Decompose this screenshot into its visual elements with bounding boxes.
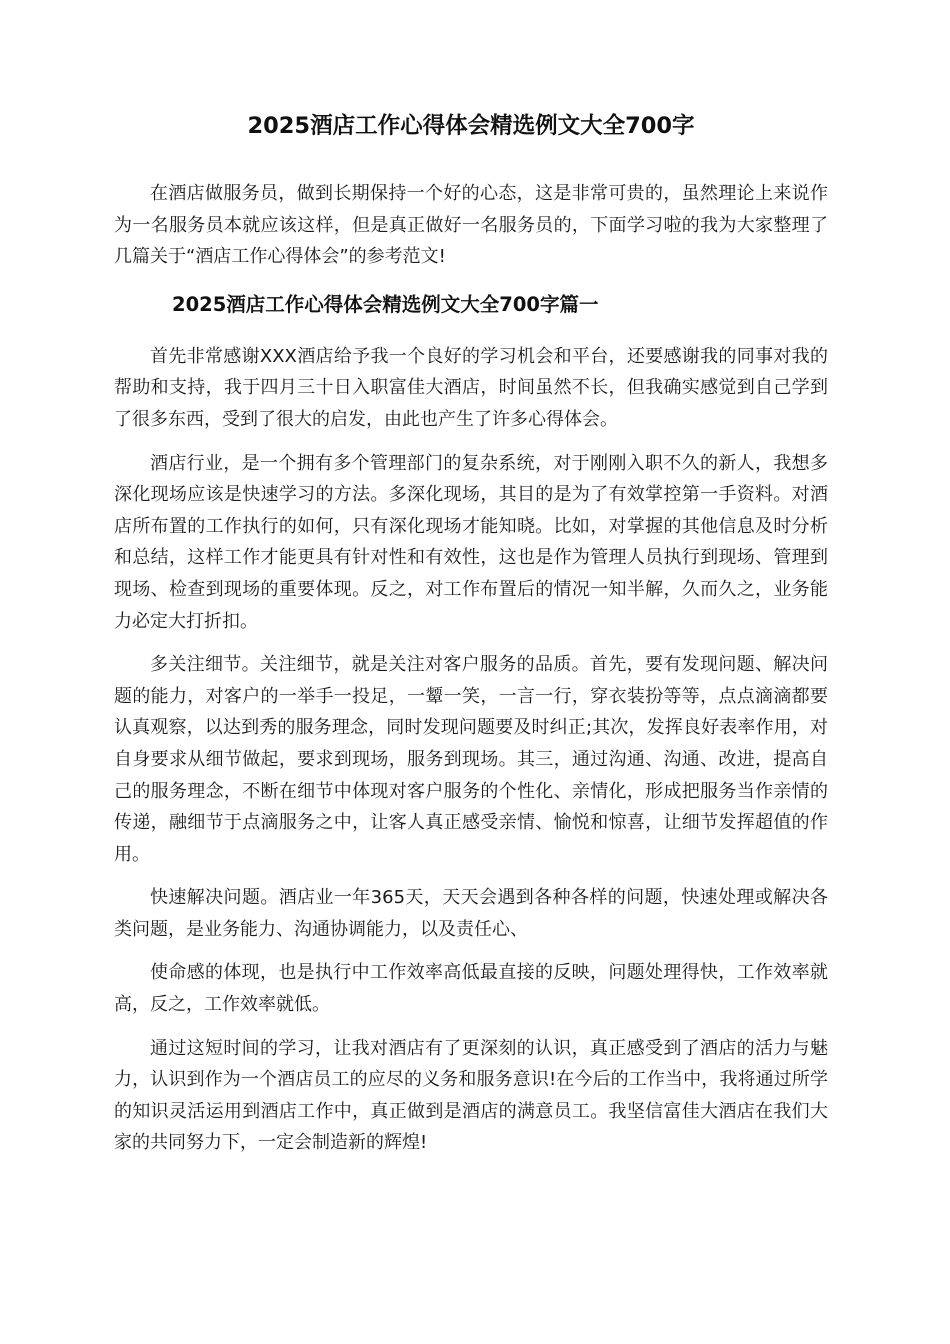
document-title: 2025酒店工作心得体会精选例文大全700字: [247, 113, 695, 139]
body-paragraph: 多关注细节。关注细节，就是关注对客户服务的品质。首先，要有发现问题、解决问题的能力，对客户的一举手一投足，一颦一笑，一言一行，穿衣装扮等等，点点滴滴都要认真观察，以达到秀的服务理念，同时发现问题要及时纠正;其次，发挥良好表率作用，对自身要求从细节做起，要求到现场，服务到现场。其三，通过沟通、沟通、改进，提高自己的服务理念，不断在细节中体现对客户服务的个性化、亲情化，形成把服务当作亲情的传递，融细节于点滴服务之中，让客人真正感受亲情、愉悦和惊喜，让细节发挥超值的作用。: [114, 654, 828, 865]
intro-paragraph: 在酒店做服务员，做到长期保持一个好的心态，这是非常可贵的，虽然理论上来说作为一名服务员本就应该这样，但是真正做好一名服务员的，下面学习啦的我为大家整理了几篇关于“酒店工作心得体会”的参考范文!: [114, 183, 828, 268]
body-paragraph: 快速解决问题。酒店业一年365天，天天会遇到各种各样的问题，快速处理或解决各类问题，是业务能力、沟通协调能力，以及责任心、: [114, 887, 828, 940]
body-paragraph: 使命感的体现，也是执行中工作效率高低最直接的反映，问题处理得快，工作效率就高，反之，工作效率就低。: [114, 962, 828, 1016]
document-page: [114, 110, 828, 1159]
body-paragraph: 酒店行业，是一个拥有多个管理部门的复杂系统，对于刚刚入职不久的新人，我想多深化现场应该是快速学习的方法。多深化现场，其目的是为了有效掌控第一手资料。对酒店所布置的工作执行的如何，只有深化现场才能知晓。比如，对掌握的其他信息及时分析和总结，这样工作才能更具有针对性和有效性，这也是作为管理人员执行到现场、管理到现场、检查到现场的重要体现。反之，对工作布置后的情况一知半解，久而久之，业务能力必定大打折扣。: [114, 452, 828, 632]
body-paragraph: 首先非常感谢XXX酒店给予我一个良好的学习机会和平台，还要感谢我的同事对我的帮助和支持，我于四月三十日入职富佳大酒店，时间虽然不长，但我确实感觉到自己学到了很多东西，受到了很大的启发，由此也产生了许多心得体会。: [114, 345, 828, 430]
body-paragraph: 通过这短时间的学习，让我对酒店有了更深刻的认识，真正感受到了酒店的活力与魅力，认识到作为一个酒店员工的应尽的义务和服务意识!在今后的工作当中，我将通过所学的知识灵活运用到酒店工作中，真正做到是酒店的满意员工。我坚信富佳大酒店在我们大家的共同努力下，一定会制造新的辉煌!: [114, 1037, 828, 1154]
section-title: 2025酒店工作心得体会精选例文大全700字篇一: [172, 292, 599, 316]
